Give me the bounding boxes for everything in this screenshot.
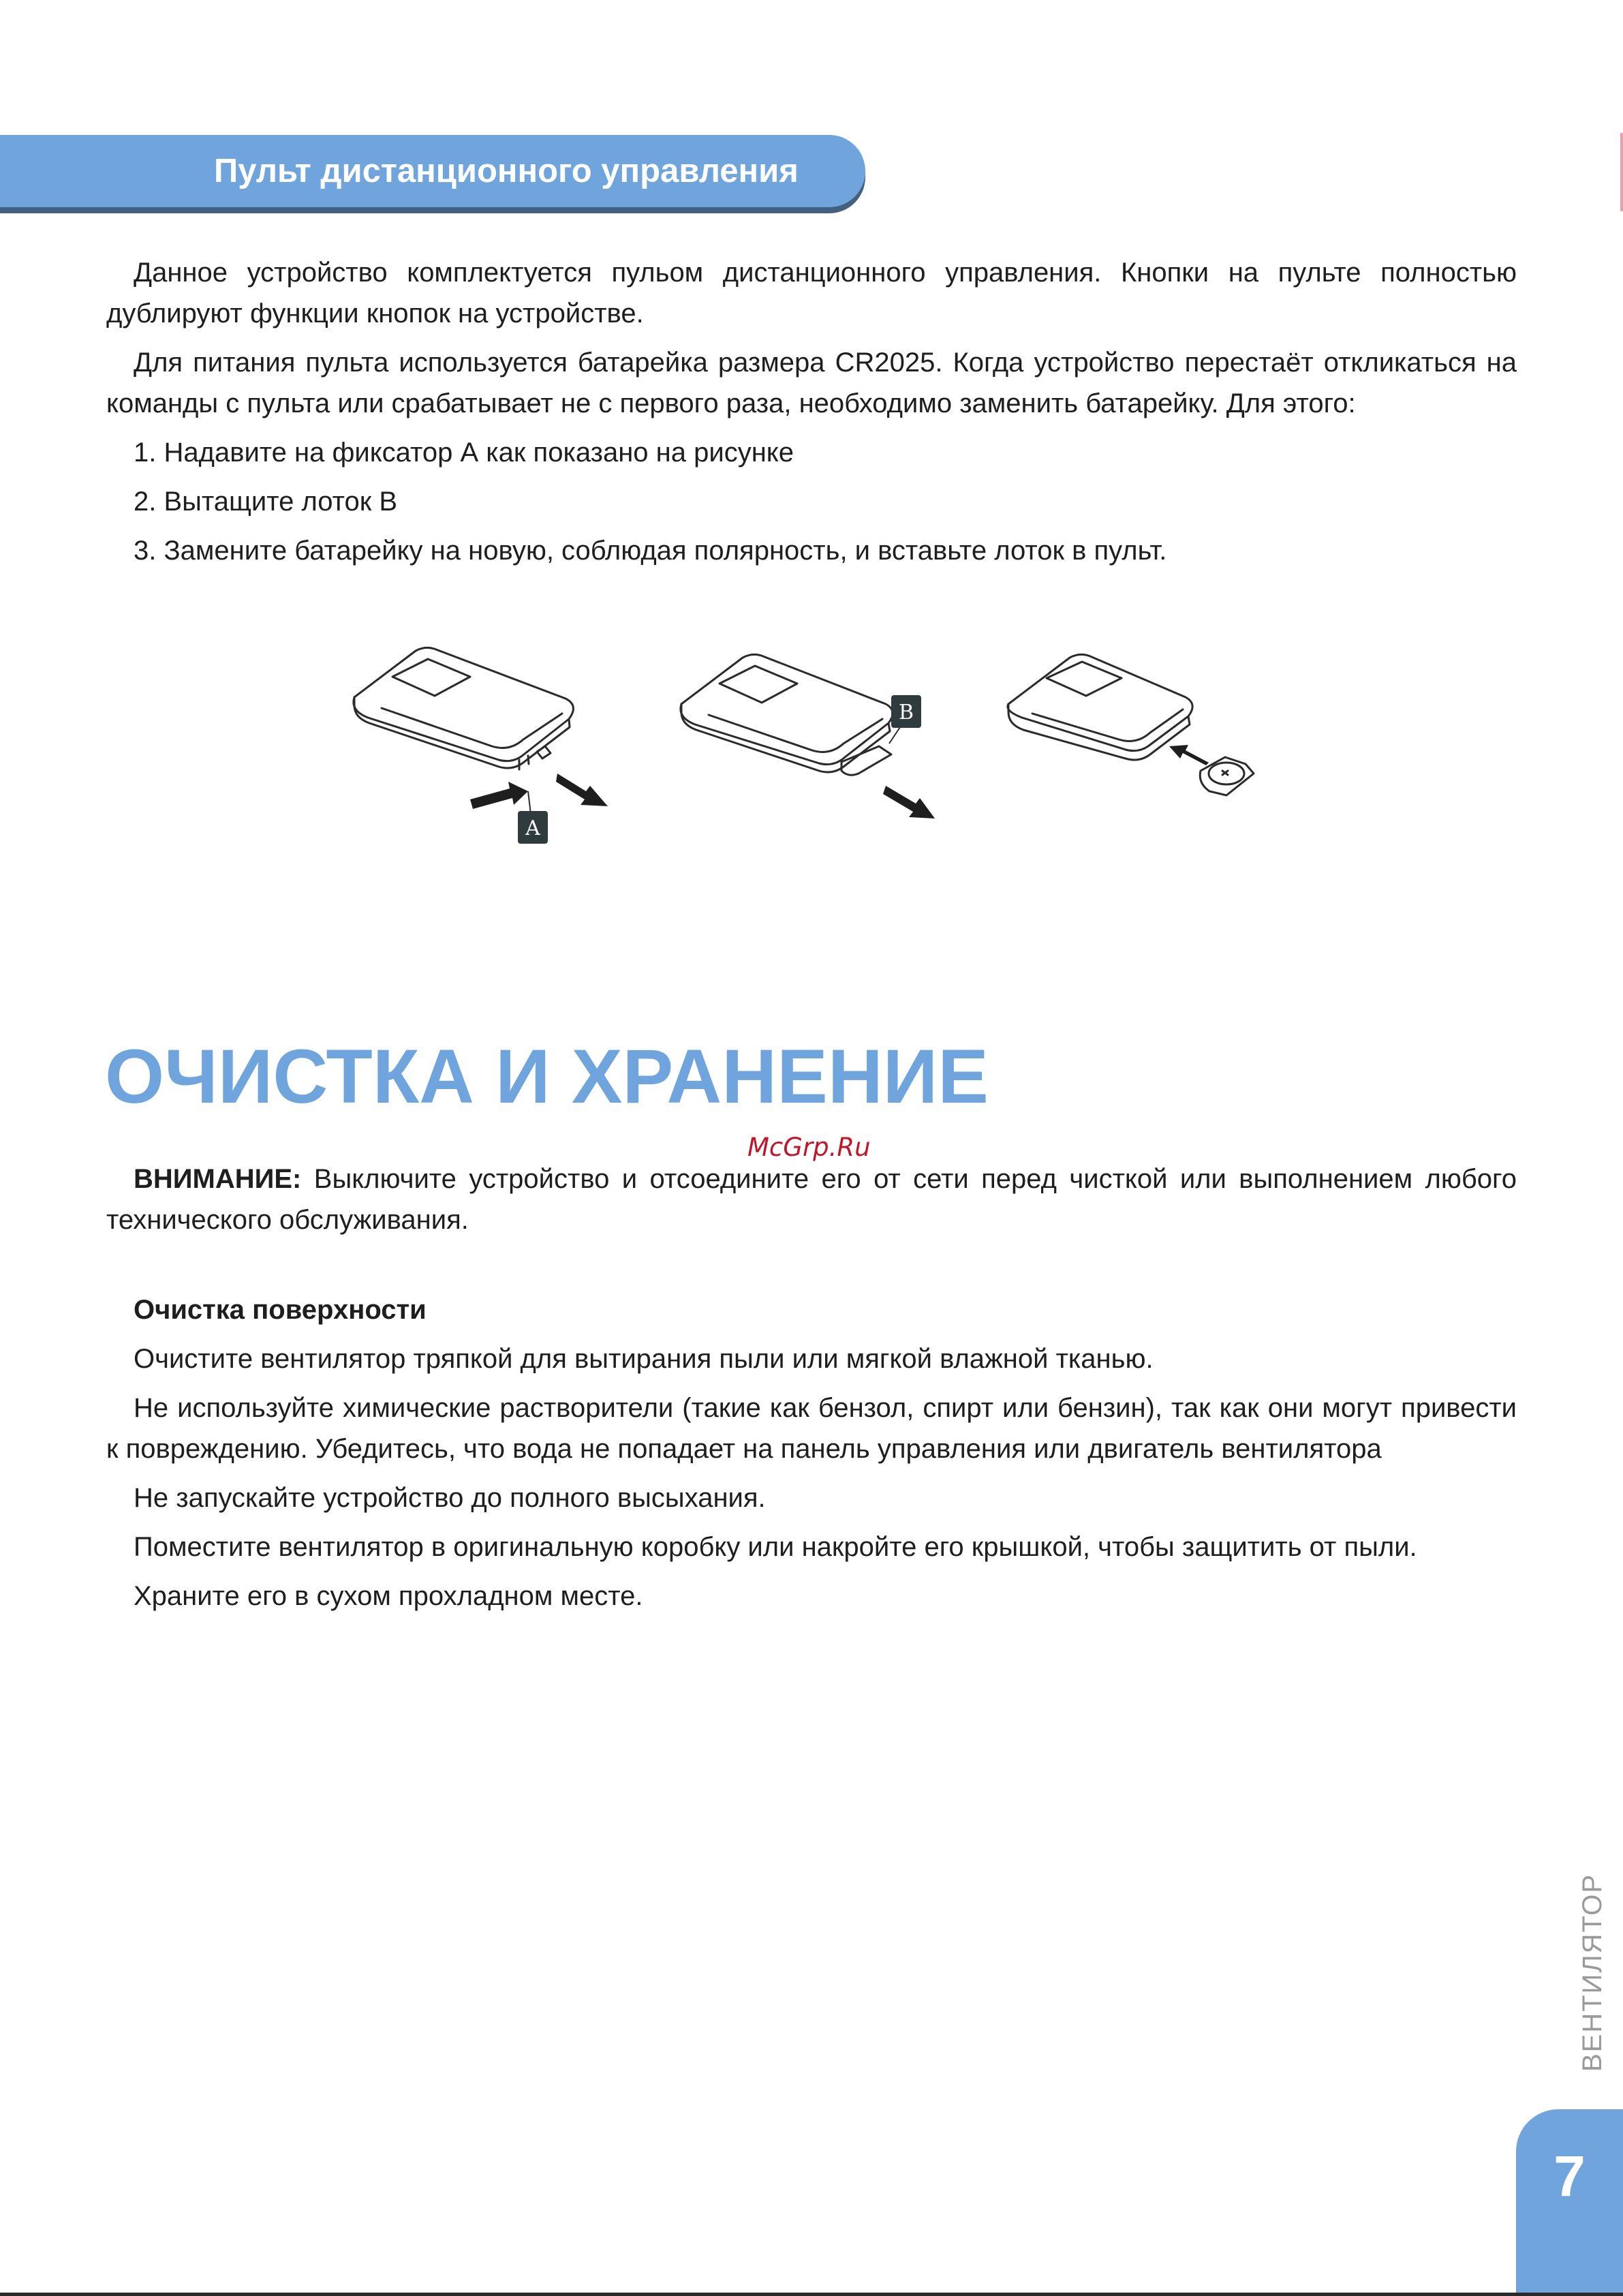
battery-replacement-figure [341, 637, 1295, 855]
cleaning-text [106, 1159, 1517, 1625]
edge-mark [1620, 133, 1623, 211]
remote-illustration-1 [354, 647, 574, 769]
remote-paragraph: Для питания пульта используется батарейка размера CR2025. Когда устройство перестаёт откликаться на команды с пульта или срабатывает не с первого раза, необходимо заменить батарейку. Для этого: [106, 348, 1517, 418]
remote-text [106, 252, 1517, 579]
cleaning-paragraph: Не используйте химические растворители (такие как бензол, спирт или бензин), так как они могут привести к повреждению. Убедитесь, что вода не попадает на панель управления или двигатель вентилятора [106, 1393, 1517, 1464]
warning-label: ВНИМАНИЕ: [134, 1164, 302, 1194]
cleaning-paragraph: Поместите вентилятор в оригинальную коробку или накройте его крышкой, чтобы защитить от пыли. [134, 1532, 1417, 1562]
step-item: 1. Надавите на фиксатор А как показано на рисунке [134, 438, 794, 468]
insert-arrow-icon [1169, 745, 1209, 765]
subheading: Очистка поверхности [134, 1295, 427, 1325]
page-number: 7 [1554, 2144, 1586, 2208]
cleaning-paragraph: Храните его в сухом прохладном месте. [134, 1581, 643, 1611]
side-category-label: ВЕНТИЛЯТОР [1577, 1873, 1607, 2072]
remote-illustration-3 [1008, 654, 1254, 795]
remote-illustration-2 [681, 654, 893, 775]
step-item: 3. Замените батарейку на новую, соблюдая полярность, и вставьте лоток в пульт. [134, 536, 1167, 566]
push-arrow-icon [470, 782, 528, 809]
section-header-band [0, 135, 865, 207]
pull-arrow-icon [556, 774, 608, 806]
warning-text: Выключите устройство и отсоедините его от сети перед чисткой или выполнением любого технического обслуживания. [106, 1164, 1517, 1235]
cleaning-paragraph: Не запускайте устройство до полного высыхания. [134, 1483, 766, 1513]
label-a: A [525, 816, 540, 840]
label-b: B [898, 701, 914, 724]
section-header-title: Пульт дистанционного управления [214, 153, 799, 189]
watermark: McGrp.Ru [747, 1133, 871, 1162]
warning-paragraph [106, 1159, 1517, 1240]
page-number-tab [1516, 2109, 1623, 2296]
pull-arrow-icon [883, 786, 935, 818]
remote-paragraph: Данное устройство комплектуется пульом дистанционного управления. Кнопки на пульте полностью дублируют функции кнопок на устройстве. [106, 258, 1517, 328]
page-bottom-rule [0, 2293, 1623, 2296]
cleaning-paragraph: Очистите вентилятор тряпкой для вытирания пыли или мягкой влажной тканью. [134, 1344, 1154, 1374]
step-item: 2. Вытащите лоток В [134, 487, 398, 517]
section-title: ОЧИСТКА И ХРАНЕНИЕ [105, 1034, 989, 1119]
